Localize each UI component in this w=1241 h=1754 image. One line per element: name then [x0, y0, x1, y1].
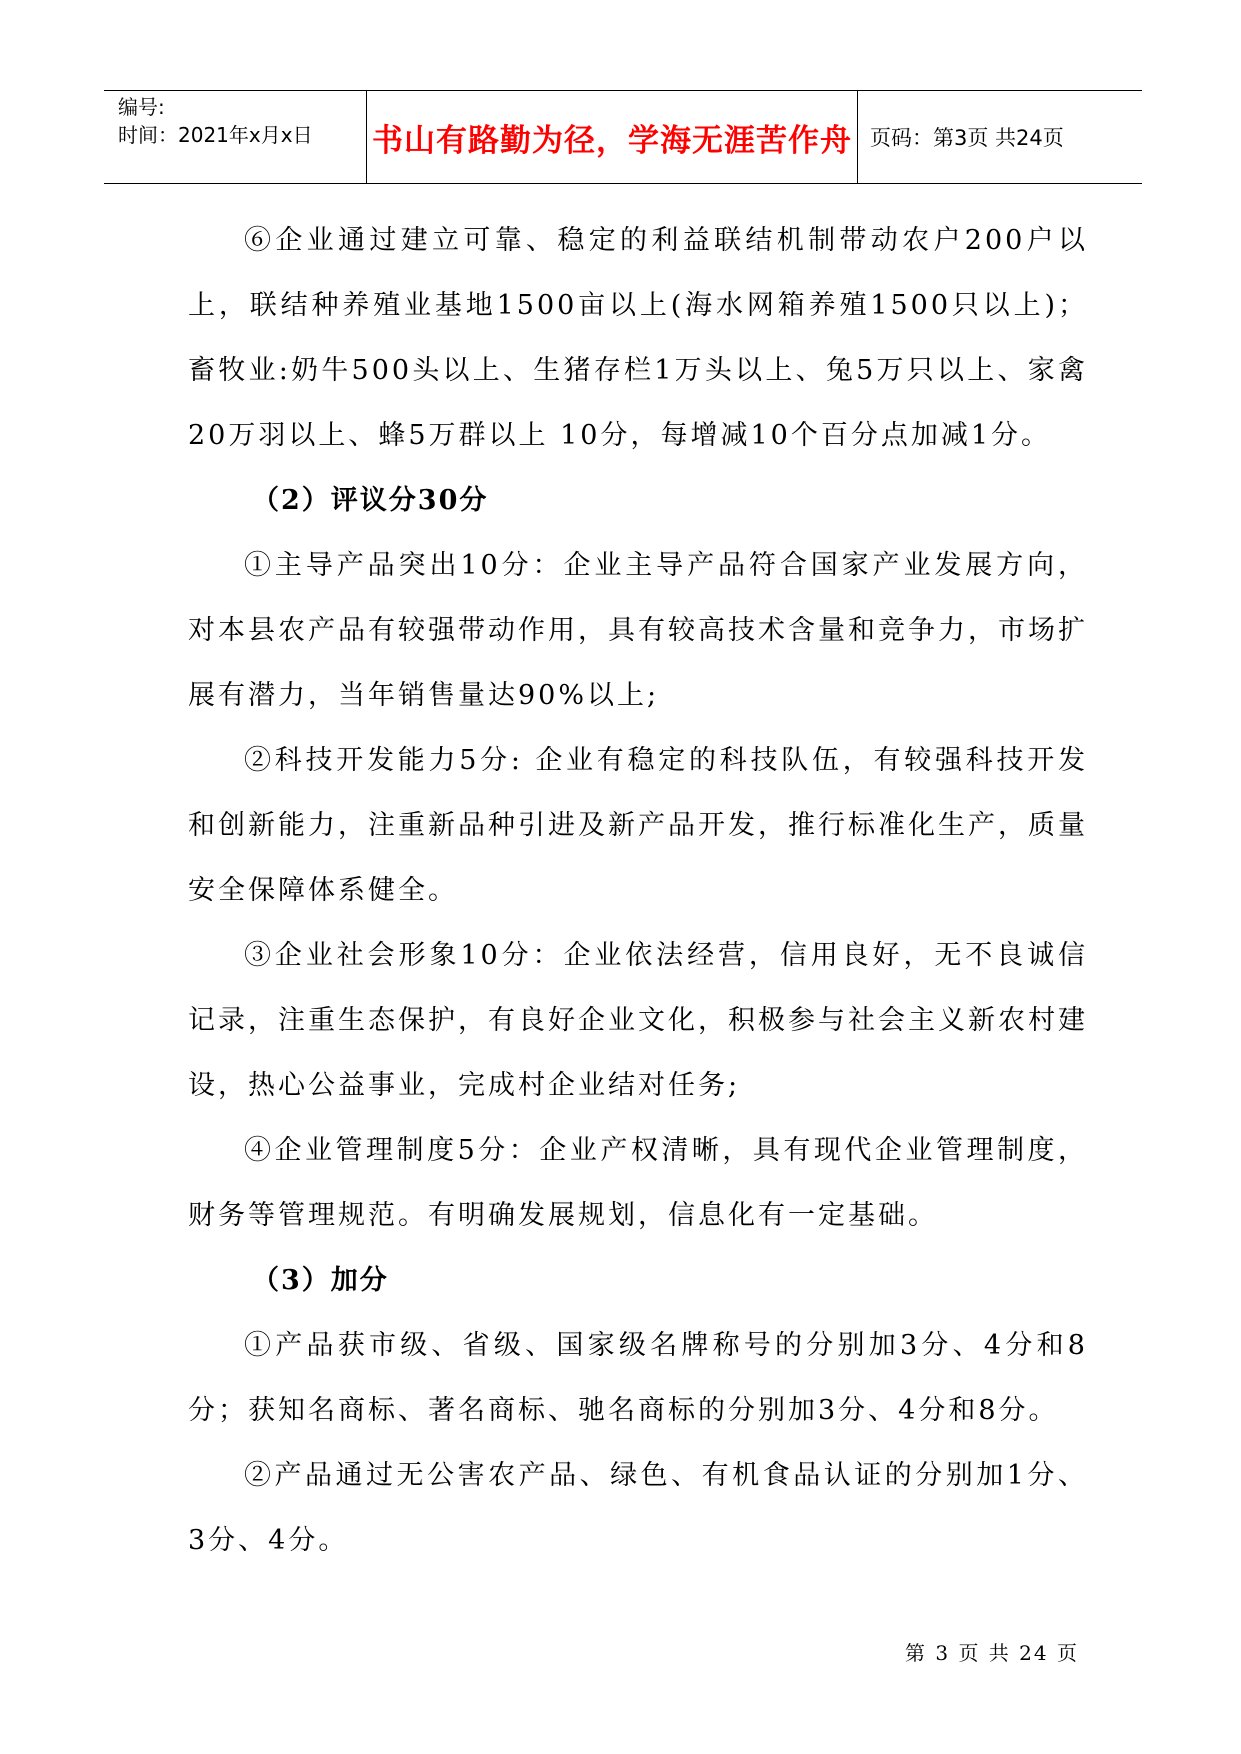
header-number-label: 编号:: [118, 95, 165, 119]
paragraph-main-product: ①主导产品突出10分：企业主导产品符合国家产业发展方向，对本县农产品有较强带动作用，具有较高技术含量和竞争力，市场扩展有潜力，当年销售量达90%以上;: [188, 550, 1088, 711]
page-footer: 第 3 页 共 24 页: [905, 1641, 1079, 1665]
section-heading-2: （2）评议分30分: [252, 485, 489, 516]
paragraph-social-image: ③企业社会形象10分：企业依法经营，信用良好，无不良诚信记录，注重生态保护，有良好企业文化，积极参与社会主义新农村建设，热心公益事业，完成村企业结对任务;: [188, 940, 1088, 1101]
section-heading-3: （3）加分: [252, 1265, 389, 1296]
paragraph-tech-development: ②科技开发能力5分: 企业有稳定的科技队伍，有较强科技开发和创新能力，注重新品种引进及新产品开发，推行标准化生产，质量安全保障体系健全。: [188, 745, 1088, 906]
document-body: [188, 208, 1088, 1573]
header-motto: 书山有路勤为径，学海无涯苦作舟: [367, 91, 858, 183]
paragraph-item-6: ⑥企业通过建立可靠、稳定的利益联结机制带动农户200户以上，联结种养殖业基地1500亩以上(海水网箱养殖1500只以上)；畜牧业:奶牛500头以上、生猪存栏1万头以上、兔5万只以上、家禽20万羽以上、蜂5万群以上 10分，每增减10个百分点加减1分。: [188, 225, 1088, 451]
paragraph-brand-bonus: ①产品获市级、省级、国家级名牌称号的分别加3分、4分和8分；获知名商标、著名商标、驰名商标的分别加3分、4分和8分。: [188, 1330, 1088, 1426]
header-page-code: 页码：第3页 共24页: [870, 126, 1064, 150]
page-header: [104, 90, 1142, 184]
header-time-label: 时间：2021年x月x日: [118, 123, 313, 147]
paragraph-certification-bonus: ②产品通过无公害农产品、绿色、有机食品认证的分别加1分、3分、4分。: [188, 1460, 1088, 1556]
paragraph-management: ④企业管理制度5分：企业产权清晰，具有现代企业管理制度，财务等管理规范。有明确发展规划，信息化有一定基础。: [188, 1135, 1088, 1231]
header-meta: [104, 91, 367, 183]
